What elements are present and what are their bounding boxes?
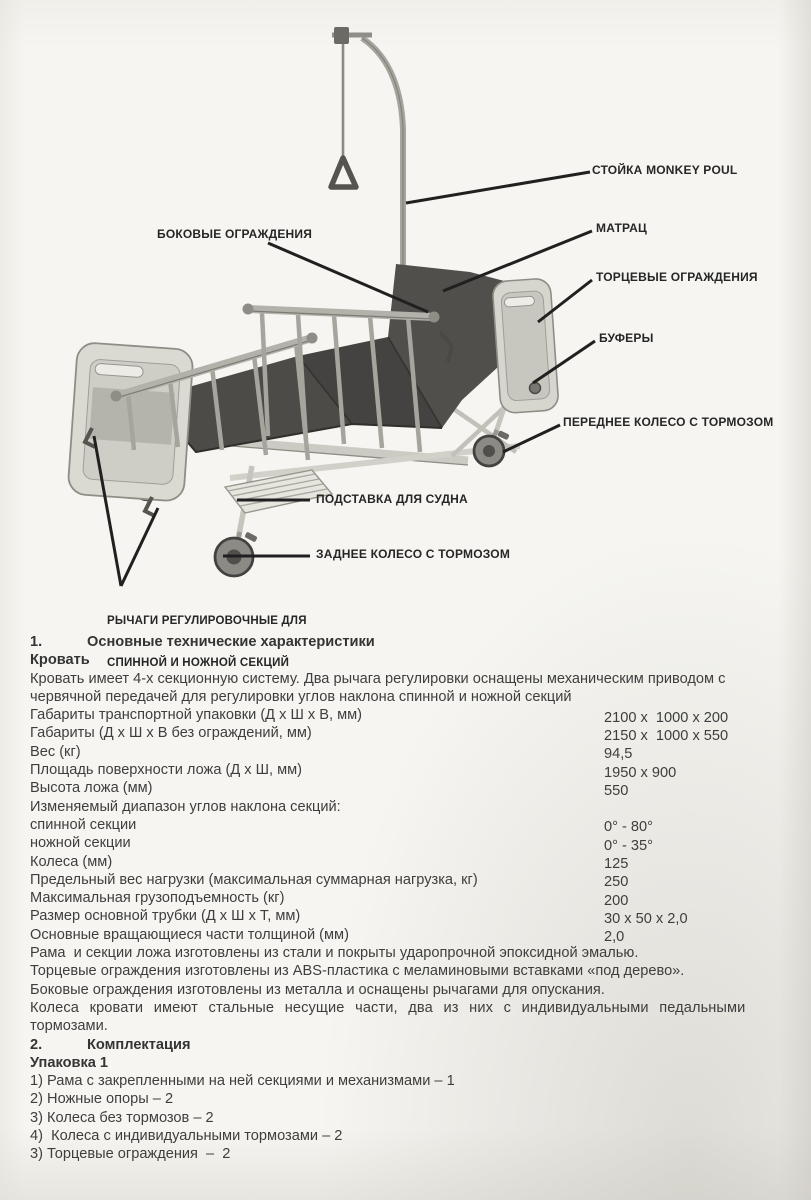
spec-label: Площадь поверхности ложа (Д х Ш, мм) [30, 762, 303, 779]
label-bumpers: БУФЕРЫ [599, 331, 654, 345]
label-rear-wheel: ЗАДНЕЕ КОЛЕСО С ТОРМОЗОМ [316, 547, 511, 561]
label-bedpan-holder: ПОДСТАВКА ДЛЯ СУДНА [316, 492, 468, 506]
spec-row [30, 853, 811, 871]
spec-label: Колеса (мм) [30, 853, 113, 870]
pole-tube [362, 38, 403, 282]
spec-row [30, 743, 811, 761]
leader-monkey-pole [406, 172, 590, 203]
spec-row [30, 761, 811, 779]
spec-label: Основные вращающиеся части толщиной (мм) [30, 926, 349, 943]
spec-value: 2,0 [604, 929, 625, 946]
package-item: 1) Рама с закрепленными на ней секциями и механизмами – 1 [30, 1073, 455, 1090]
bumper [530, 383, 541, 394]
spec-label: спинной секции [30, 816, 137, 833]
label-mattress: МАТРАЦ [596, 221, 647, 235]
triangle-grip [331, 158, 356, 187]
headboard-slot [504, 296, 535, 307]
spec-value: 2100 x 1000 x 200 [604, 709, 729, 726]
front-wheel-hub [483, 445, 495, 457]
package-item: 2) Ножные опоры – 2 [30, 1091, 174, 1108]
monkey-pole [331, 27, 403, 282]
spec-value: 0° - 80° [604, 819, 653, 836]
spec-label: Габариты транспортной упаковки (Д х Ш х В, мм) [30, 707, 363, 724]
leader-front-wheel [503, 425, 560, 452]
spec-label: Вес (кг) [30, 743, 81, 760]
section1-number: 1. [30, 634, 43, 650]
spec-label: Изменяемый диапазон углов наклона секций: [30, 798, 341, 815]
front-wheel-with-brake [474, 430, 510, 466]
section2-title: Комплектация [87, 1036, 191, 1053]
spec-row [30, 816, 811, 834]
spec-row [30, 926, 811, 944]
headboard [492, 278, 559, 414]
section1-heading [30, 633, 811, 651]
section1-subtitle: Кровать [30, 652, 90, 669]
rail-end-cap [307, 333, 318, 344]
spec-row [30, 871, 811, 889]
material-line: Боковые ограждения изготовлены из металла и оснащены рычагами для опускания. [30, 981, 605, 998]
spec-label: Высота ложа (мм) [30, 780, 153, 797]
intro-line-1: Кровать имеет 4-х секционную систему. Два рычага регулировки оснащены механическим приводом с [30, 670, 726, 687]
spec-row [30, 907, 811, 925]
spec-label: Максимальная грузоподъемность (кг) [30, 890, 285, 907]
document-body [30, 633, 811, 1164]
label-levers-line1: РЫЧАГИ РЕГУЛИРОВОЧНЫЕ ДЛЯ [107, 615, 307, 627]
section2-heading [30, 1036, 811, 1054]
material-line: тормозами. [30, 1018, 108, 1035]
package-item: 3) Колеса без тормозов – 2 [30, 1109, 214, 1126]
spec-row [30, 889, 811, 907]
materials-paragraphs [30, 944, 811, 1035]
spec-value: 125 [604, 856, 629, 873]
spec-label: Габариты (Д х Ш х В без ограждений, мм) [30, 725, 312, 742]
material-line: Рама и секции ложа изготовлены из стали и покрыты ударопрочной эпоксидной эмалью. [30, 945, 639, 962]
rear-wheel-with-brake [215, 532, 258, 576]
specs-table [30, 706, 811, 944]
leader-levers-2 [121, 508, 158, 586]
spec-label: Предельный вес нагрузки (максимальная суммарная нагрузка, кг) [30, 871, 478, 888]
label-monkey-pole: СТОЙКА MONKEY POUL [592, 163, 738, 177]
label-front-wheel: ПЕРЕДНЕЕ КОЛЕСО С ТОРМОЗОМ [563, 415, 774, 429]
package-item: 4) Колеса с индивидуальными тормозами – 2 [30, 1128, 343, 1145]
spec-row [30, 724, 811, 742]
spec-value: 94,5 [604, 746, 633, 763]
section2-number: 2. [30, 1036, 43, 1053]
pole-clamp [334, 27, 349, 44]
spec-value: 200 [604, 892, 629, 909]
material-line: Колеса кровати имеют стальные несущие части, два из них с индивидуальными педальными [30, 999, 746, 1016]
spec-value: 550 [604, 782, 629, 799]
label-side-rails: БОКОВЫЕ ОГРАЖДЕНИЯ [157, 227, 313, 241]
package-title: Упаковка 1 [30, 1054, 109, 1071]
intro-line-2: червячной передачей для регулировки углов наклона спинной и ножной секций [30, 688, 572, 705]
spec-row [30, 798, 811, 816]
spec-label: ножной секции [30, 835, 131, 852]
spec-row [30, 834, 811, 852]
spec-value: 1950 x 900 [604, 764, 677, 781]
label-end-boards: ТОРЦЕВЫЕ ОГРАЖДЕНИЯ [596, 270, 758, 284]
spec-value: 0° - 35° [604, 837, 653, 854]
package-item: 3) Торцевые ограждения – 2 [30, 1146, 231, 1163]
label-levers-line2: СПИННОЙ И НОЖНОЙ СЕКЦИЙ [107, 657, 290, 669]
spec-row [30, 779, 811, 797]
spec-value: 2150 x 1000 x 550 [604, 727, 729, 744]
rail-end-cap [429, 312, 440, 323]
pole-tube-edge [362, 38, 403, 282]
spec-label: Размер основной трубки (Д х Ш х Т, мм) [30, 908, 301, 925]
spec-value: 30 x 50 x 2,0 [604, 910, 688, 927]
spec-row [30, 706, 811, 724]
spec-value: 250 [604, 874, 629, 891]
package-items [30, 1072, 811, 1163]
rail-end-cap [111, 391, 122, 402]
material-line: Торцевые ограждения изготовлены из ABS-пластика с меламиновыми вставками «под дерево». [30, 963, 685, 980]
rail-end-cap [243, 304, 254, 315]
section1-title: Основные технические характеристики [87, 634, 375, 650]
